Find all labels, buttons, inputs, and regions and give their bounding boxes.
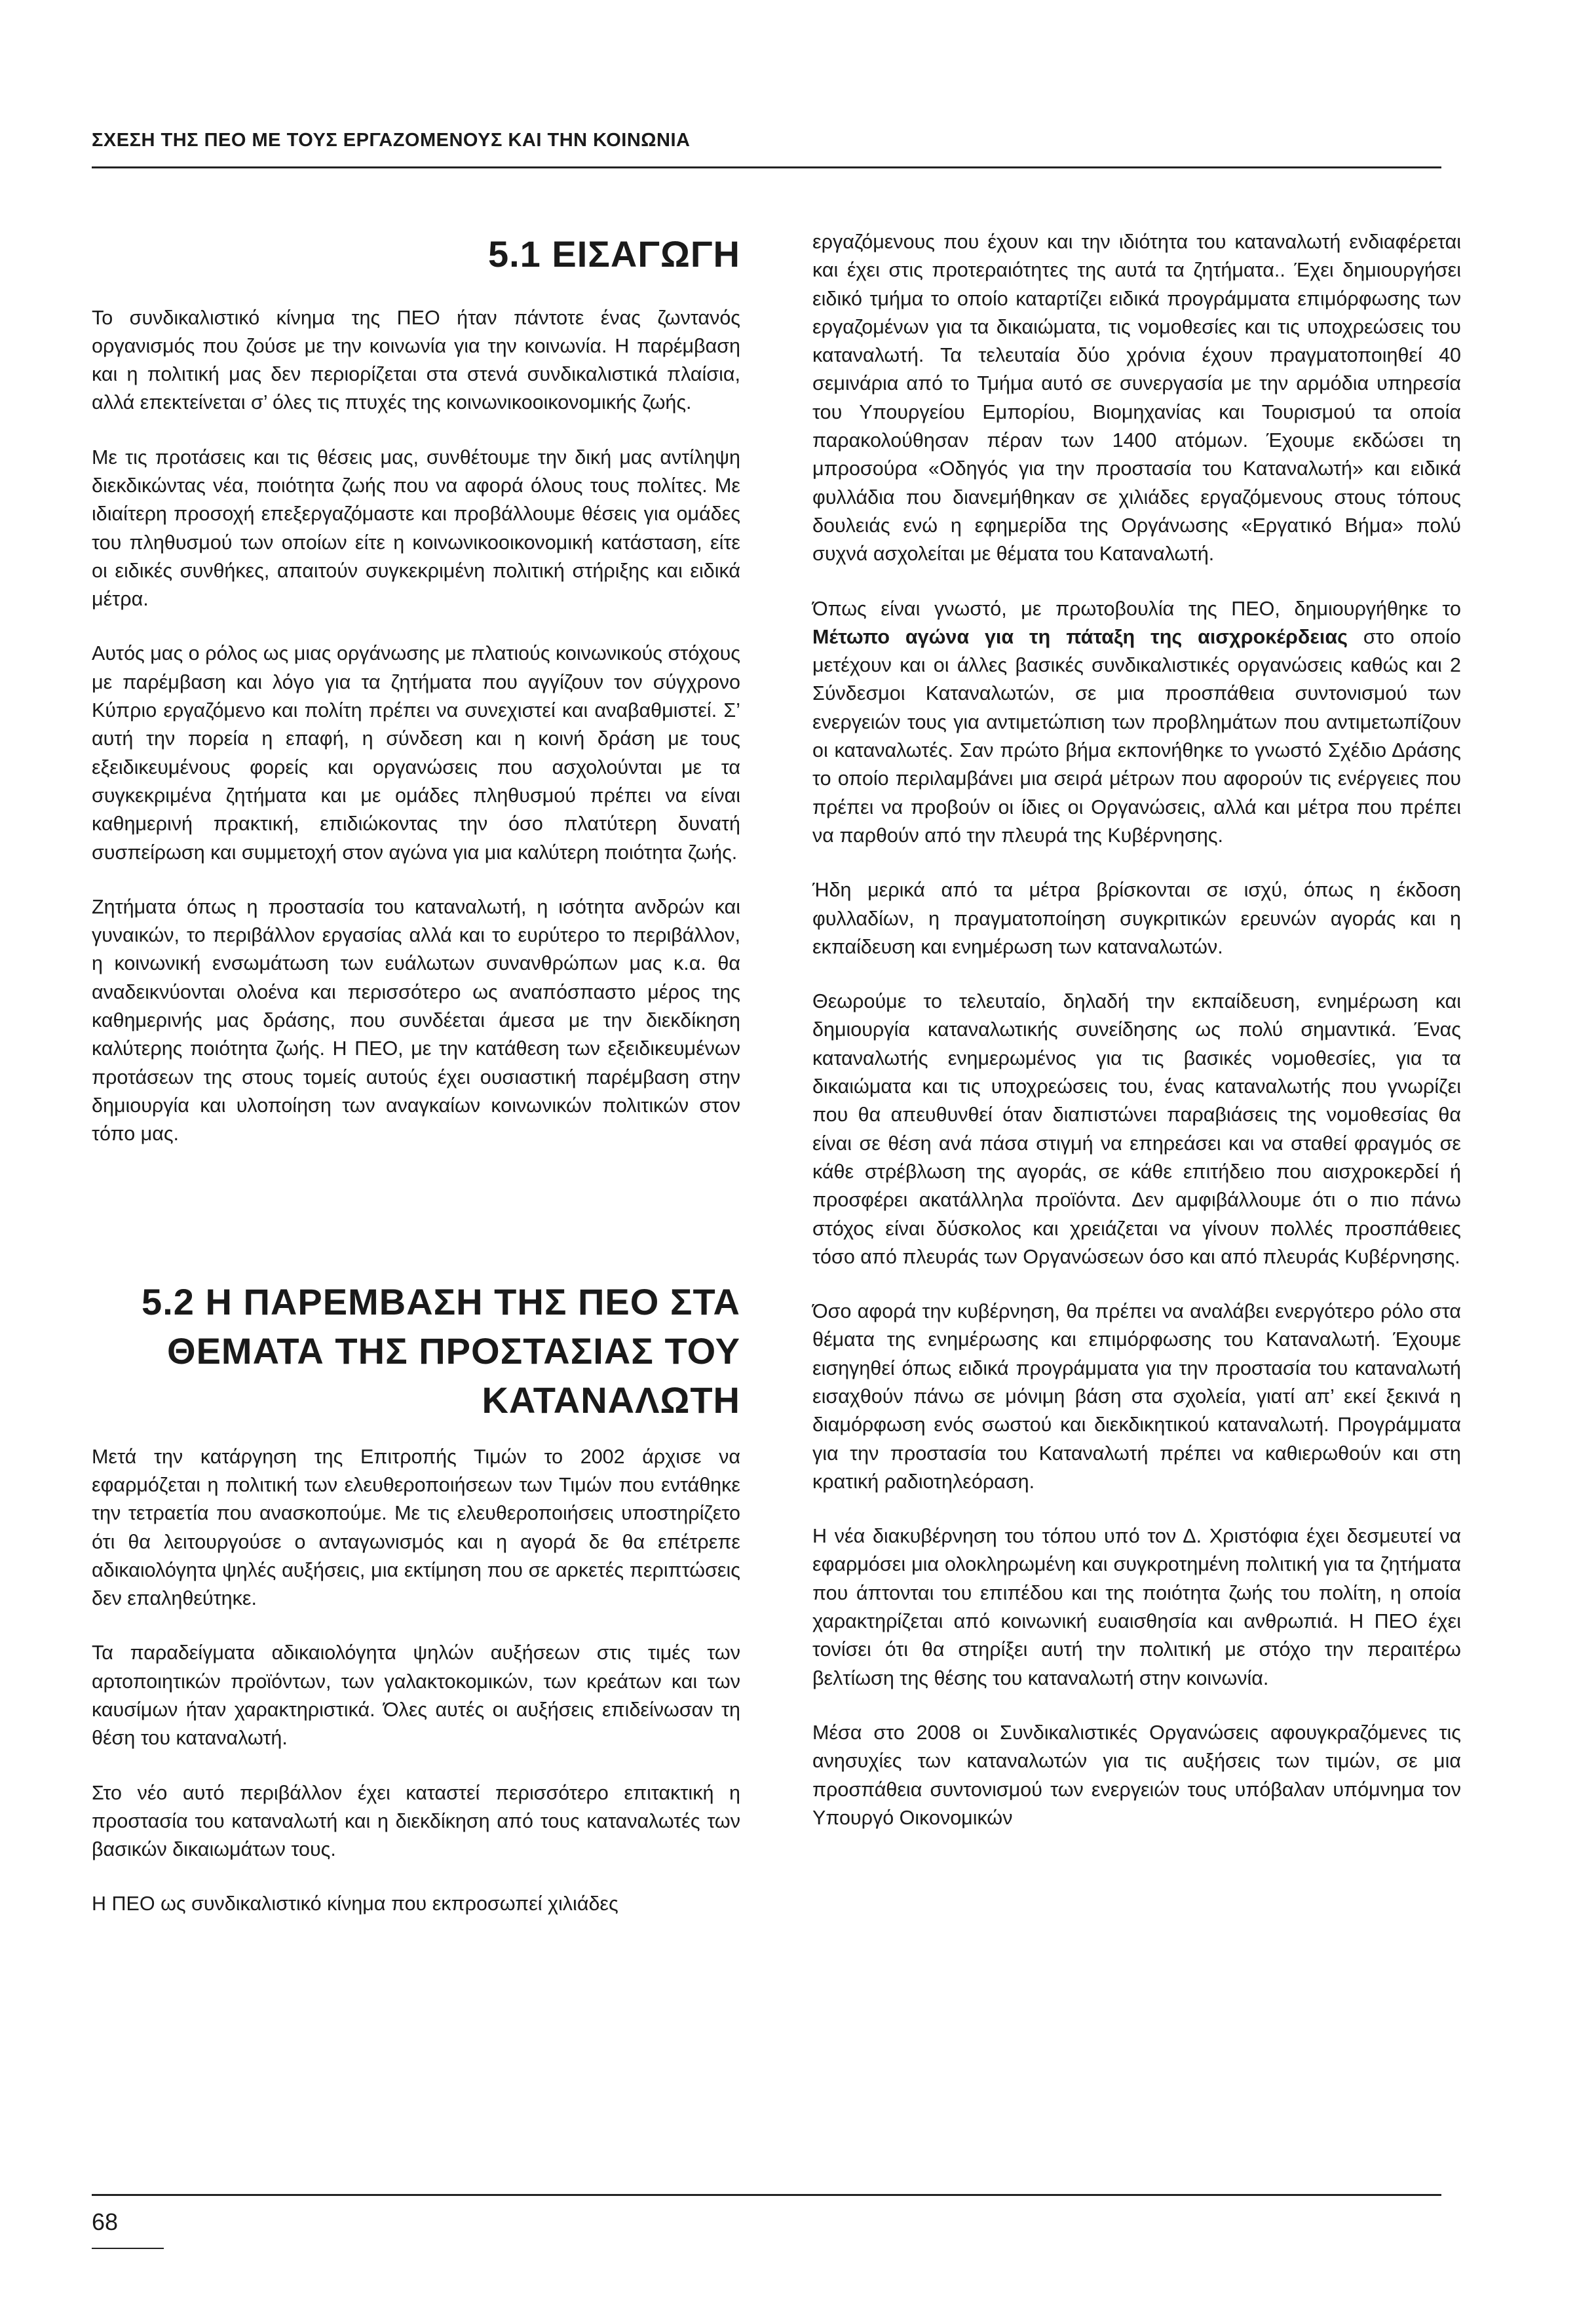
paragraph: Μετά την κατάργηση της Επιτροπής Τιμών το 2002 άρχισε να εφαρμόζεται η πολιτική των ελευθεροποιήσεων των Τιμών που εντάθηκε την τετραετία που ανασκοπούμε. Με τις ελευθεροποιήσεις υποστηρίζετο ότι θα λειτουργούσε ο ανταγωνισμός και η αγορά δε θα επέτρεπε αδικαιολόγητα ψηλές αυξήσεις, μια εκτίμηση που σε αρκετές περιπτώσεις δεν επαληθεύτηκε. xyxy=(92,1445,740,1610)
paragraph: Ζητήματα όπως η προστασία του καταναλωτή, η ισότητα ανδρών και γυναικών, το περιβάλλον εργασίας αλλά και το ευρύτερο το περιβάλλον, η κοινωνική ενσωμάτωση των ευάλωτων συνανθρώπων μας κ.α. θα αναδεικνύονται ολοένα και περισσότερο ως αναπόσπαστο μέρος της καθημερινής μας δράσης, που συνδέεται άμεσα με την διεκδίκηση καλύτερης ποιότητα ζωής. Η ΠΕΟ, με την κατάθεση των εξειδικευμένων προτάσεων της στους τομείς αυτούς έχει ουσιαστική παρέμβαση στην δημιουργία και υλοποίηση των αναγκαίων κοινωνικών πολιτικών στον τόπο μας. xyxy=(92,895,740,1145)
bold-phrase: Μέτωπο αγώνα για τη πάταξη της αισχροκέρδειας xyxy=(812,625,1348,648)
paragraph: Μέσα στο 2008 οι Συνδικαλιστικές Οργανώσεις αφουγκραζόμενες τις ανησυχίες των καταναλωτών για τις αυξήσεις των τιμών, σε μια προσπάθεια συντονισμού των ενεργειών τους υπόβαλαν υπόμνημα τον Υπουργό Οικονομικών xyxy=(812,1721,1461,1829)
paragraph: Θεωρούμε το τελευταίο, δηλαδή την εκπαίδευση, ενημέρωση και δημιουργία καταναλωτικής συνείδησης ως πολύ σημαντικά. Ένας καταναλωτής ενημερωμένος για τις βασικές νομοθεσίες, για τα δικαιώματα και τις υποχρεώσεις του, ένας καταναλωτής που γνωρίζει που θα απευθυνθεί όταν διαπιστώνει παραβιάσεις της νομοθεσίας θα είναι σε θέση ανά πάσα στιγμή να επηρεάσει και να σταθεί φραγμός σε κάθε στρέβλωση της αγοράς, σε κάθε επιτήδειο που αισχροκερδεί ή προσφέρει ακατάλληλα προϊόντα. Δεν αμφιβάλλουμε ότι ο πιο πάνω στόχος είναι δύσκολος και χρειάζεται να γίνουν πολλές προσπάθειες τόσο από πλευράς των Οργανώσεων όσο και από πλευράς Κυβέρνησης. xyxy=(812,990,1461,1268)
header-divider xyxy=(92,166,1441,168)
paragraph: Στο νέο αυτό περιβάλλον έχει καταστεί περισσότερο επιτακτική η προστασία του καταναλωτή και η διεκδίκηση από τους καταναλωτές των βασικών δικαιωμάτων τους. xyxy=(92,1781,740,1861)
section-5-1-title: 5.1 ΕΙΣΑΓΩΓΗ xyxy=(487,233,740,275)
footer-divider xyxy=(92,2194,1441,2196)
paragraph: Με τις προτάσεις και τις θέσεις μας, συνθέτουμε την δική μας αντίληψη διεκδικώντας νέα, ποιότητα ζωής που να αφορά όλους τους πολίτες. Με ιδιαίτερη προσοχή επεξεργαζόμαστε και προβάλλουμε θέσεις για ομάδες του πληθυσμού των οποίων είτε η κοινωνικοοικονομική κατάσταση, είτε οι ειδικές συνθήκες, απαιτούν συγκεκριμένη πολιτική στήριξης και ειδικά μέτρα. xyxy=(92,446,740,611)
page-number: 68 xyxy=(92,2208,119,2235)
paragraph-text: Όπως είναι γνωστό, με πρωτοβουλία της ΠΕΟ, δημιουργήθηκε το xyxy=(812,597,1461,620)
paragraph: εργαζόμενους που έχουν και την ιδιότητα του καταναλωτή ενδιαφέρεται και έχει στις προτεραιότητες της αυτά τα ζητήματα.. Έχει δημιουργήσει ειδικό τμήμα το οποίο καταρτίζει ειδικά προγράμματα επιμόρφωσης των εργαζομένων για τα δικαιώματα, τις νομοθεσίες και τις υποχρεώσεις του καταναλωτή. Τα τελευταία δύο χρόνια έχουν πραγματοποιηθεί 40 σεμινάρια από το Τμήμα αυτό σε συνεργασία με την αρμόδια υπηρεσία του Υπουργείου Εμπορίου, Βιομηχανίας και Τουρισμού τα οποία παρακολούθησαν πέραν των 1400 ατόμων. Έχουμε εκδώσει τη μπροσούρα «Οδηγός για την προστασία του Καταναλωτή» και ειδικά φυλλάδια που διανεμήθηκαν σε χιλιάδες εργαζόμενους στους τόπους δουλειάς ενώ η εφημερίδα της Οργάνωσης «Εργατικό Βήμα» πολύ συχνά ασχολείται με θέματα του Καταναλωτή. xyxy=(812,231,1461,566)
paragraph: Όσο αφορά την κυβέρνηση, θα πρέπει να αναλάβει ενεργότερο ρόλο στα θέματα της ενημέρωσης και επιμόρφωσης του Καταναλωτή. Έχουμε εισηγηθεί όπως ειδικά προγράμματα για την προστασία του καταναλωτή εισαχθούν πάνω σε μόνιμη βάση στα σχολεία, γιατί απ’ εκεί ξεκινά η διαμόρφωση ενός σωστού και διεκδικητικού καταναλωτή. Προγράμματα για την προστασία του Καταναλωτή πρέπει να καθιερωθούν και στη κρατική ραδιοτηλεόραση. xyxy=(812,1300,1461,1493)
page-number-underline xyxy=(92,2248,164,2249)
paragraph: Ήδη μερικά από τα μέτρα βρίσκονται σε ισχύ, όπως η έκδοση φυλλαδίων, η πραγματοποίηση συγκριτικών ερευνών αγοράς και η εκπαίδευση και ενημέρωση των καταναλωτών. xyxy=(812,879,1461,958)
paragraph: Το συνδικαλιστικό κίνημα της ΠΕΟ ήταν πάντοτε ένας ζωντανός οργανισμός που ζούσε με την κοινωνία για την κοινωνία. Η παρέμβαση και η πολιτική μας δεν περιορίζεται στα στενά συνδικαλιστικά πλαίσια, αλλά επεκτείνεται σ’ όλες τις πτυχές της κοινωνικοοικονομικής ζωής. xyxy=(92,306,740,414)
section-5-2-title-line: ΚΑΤΑΝΑΛΩΤΗ xyxy=(482,1379,740,1421)
paragraph xyxy=(812,595,1461,851)
section-5-2-title xyxy=(92,1277,740,1425)
left-column xyxy=(92,228,740,1945)
right-column xyxy=(812,228,1461,1858)
paragraph-text: στο οποίο μετέχουν και οι άλλες βασικές συνδικαλιστικές οργανώσεις καθώς και 2 Σύνδεσμοι Καταναλωτών, σε μια προσπάθεια συντονισμού των ενεργειών τους για αντιμετώπιση των προβλημάτων που αντιμετωπίζουν οι καταναλωτές. Σαν πρώτο βήμα εκπονήθηκε το γνωστό Σχέδιο Δράσης το οποίο περιλαμβάνει μια σειρά μέτρων που αφορούν τις ενέργειες που πρέπει να προβούν οι ίδιες οι Οργανώσεις, αλλά και μέτρα που πρέπει να παρθούν από την πλευρά της Κυβέρνησης. xyxy=(812,625,1461,847)
paragraph: Η ΠΕΟ ως συνδικαλιστικό κίνημα που εκπροσωπεί χιλιάδες xyxy=(92,1893,618,1915)
paragraph: Η νέα διακυβέρνηση του τόπου υπό τον Δ. Χριστόφια έχει δεσμευτεί να εφαρμόσει μια ολοκληρωμένη και συγκροτημένη πολιτική για τα ζητήματα που άπτονται του επιπέδου και της ποιότητα ζωής του πολίτη, η οποία χαρακτηρίζεται από κοινωνική ευαισθησία και ανθρωπιά. Η ΠΕΟ έχει τονίσει ότι θα στηρίξει αυτή την πολιτική με στόχο την περαιτέρω βελτίωση της θέσης του καταναλωτή στην κοινωνία. xyxy=(812,1525,1461,1689)
paragraph: Τα παραδείγματα αδικαιολόγητα ψηλών αυξήσεων στις τιμές των αρτοποιητικών προϊόντων, των γαλακτοκομικών, των κρεάτων και των καυσίμων ήταν χαρακτηριστικά. Όλες αυτές οι αυξήσεις επιδείνωσαν τη θέση του καταναλωτή. xyxy=(92,1642,740,1750)
section-5-2-title-line: ΘΕΜΑΤΑ ΤΗΣ ΠΡΟΣΤΑΣΙΑΣ ΤΟΥ xyxy=(167,1330,740,1372)
section-5-2-title-line: 5.2 Η ΠΑΡΕΜΒΑΣΗ ΤΗΣ ΠΕΟ ΣΤΑ xyxy=(142,1280,740,1322)
running-header: ΣΧΕΣΗ ΤΗΣ ΠΕΟ ΜΕ ΤΟΥΣ ΕΡΓΑΖΟΜΕΝΟΥΣ ΚΑΙ ΤΗΝ ΚΟΙΝΩΝΙΑ xyxy=(92,130,691,151)
paragraph: Αυτός μας ο ρόλος ως μιας οργάνωσης με πλατιούς κοινωνικούς στόχους με παρέμβαση και λόγο για τα ζητήματα που αγγίζουν τον σύγχρονο Κύπριο εργαζόμενο και πολίτη πρέπει να συνεχιστεί και αναβαθμιστεί. Σ’ αυτή την πορεία η επαφή, η σύνδεση και η κοινή δράση με τους εξειδικευμένους φορείς και οργανώσεις που ασχολούνται με τα συγκεκριμένα ζητήματα και με ομάδες πληθυσμού πρέπει να είναι καθημερινή πρακτική, επιδιώκοντας την όσο πλατύτερη δυνατή συσπείρωση και συμμετοχή στον αγώνα για μια καλύτερη ποιότητα ζωής. xyxy=(92,642,740,864)
